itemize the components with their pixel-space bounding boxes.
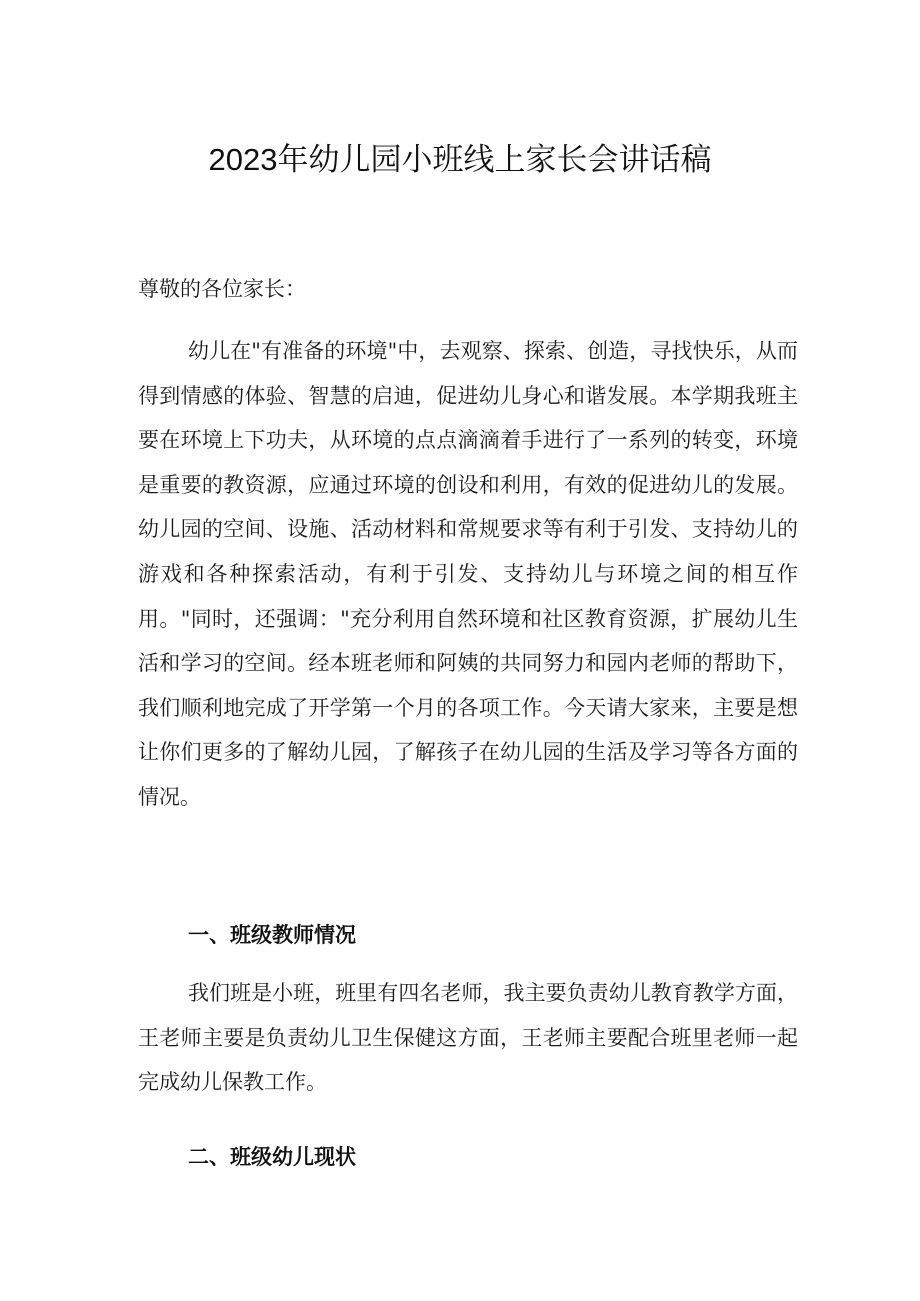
section-heading-teachers: 一、班级教师情况	[188, 923, 356, 947]
paragraph-intro: 幼儿在"有准备的环境"中，去观察、探索、创造，寻找快乐，从而得到情感的体验、智慧的启迪，促进幼儿身心和谐发展。本学期我班主要在环境上下功夫，从环境的点点滴滴着手进行了一系列的转变，环境是重要的教资源，应通过环境的创设和利用，有效的促进幼儿的发展。幼儿园的空间、设施、活动材料和常规要求等有利于引发、支持幼儿的游戏和各种探索活动，有利于引发、支持幼儿与环境之间的相互作用。"同时，还强调："充分利用自然环境和社区教育资源，扩展幼儿生活和学习的空间。经本班老师和阿姨的共同努力和园内老师的帮助下，我们顺利地完成了开学第一个月的各项工作。今天请大家来，主要是想让你们更多的了解幼儿园，了解孩子在幼儿园的生活及学习等各方面的情况。	[138, 339, 798, 809]
section-heading-children: 二、班级幼儿现状	[188, 1145, 356, 1169]
document-title: 2023年幼儿园小班线上家长会讲话稿	[208, 142, 712, 177]
paragraph-teachers: 我们班是小班，班里有四名老师，我主要负责幼儿教育教学方面，王老师主要是负责幼儿卫生保健这方面，王老师主要配合班里老师一起完成幼儿保教工作。	[138, 981, 798, 1095]
greeting: 尊敬的各位家长：	[138, 277, 306, 301]
